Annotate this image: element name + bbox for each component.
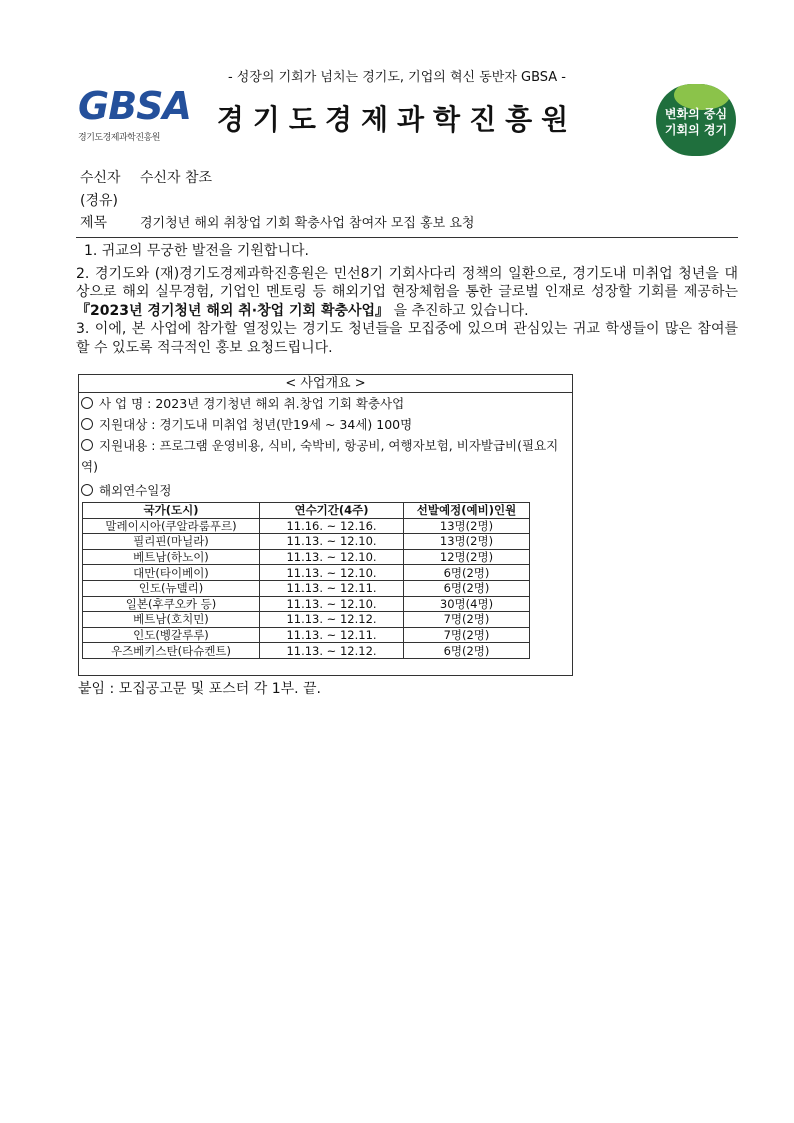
logo-right-line1: 변화의 중심 [664,107,728,121]
table-row [83,627,530,643]
overview-line-schedule: 해외연수일정 [79,480,572,501]
paragraph-2 [76,265,738,321]
period-cell: 11.13. ~ 12.12. [260,612,404,628]
country-cell: 말레이시아(쿠알라룸푸르) [83,518,260,534]
period-cell: 11.13. ~ 12.10. [260,534,404,550]
paragraph-2-program-name: 『2023년 경기청년 해외 취·창업 기회 확충사업』 [76,302,390,319]
table-row [83,534,530,550]
quota-cell: 6명(2명) [404,580,530,596]
letter-body [76,242,738,357]
quota-cell: 13명(2명) [404,534,530,550]
period-cell: 11.13. ~ 12.10. [260,596,404,612]
paragraph-3: 3. 이에, 본 사업에 참가할 열정있는 경기도 청년들을 모집중에 있으며 관심있는 귀교 학생들이 많은 참여를 할 수 있도록 적극적인 홍보 요청드립니다. [76,321,738,356]
table-header-row [83,503,530,519]
recipient-row [80,167,212,187]
period-cell: 11.13. ~ 12.11. [260,627,404,643]
subject-value: 경기청년 해외 취창업 기회 확충사업 참여자 모집 홍보 요청 [140,216,475,231]
via-row [80,190,118,210]
quota-cell: 6명(2명) [404,565,530,581]
table-row [83,612,530,628]
via-label: (경유) [80,193,118,209]
quota-cell: 12명(2명) [404,549,530,565]
country-cell: 인도(뉴델리) [83,580,260,596]
quota-cell: 7명(2명) [404,612,530,628]
table-row [83,518,530,534]
country-cell: 우즈베키스탄(타슈켄트) [83,643,260,659]
recipient-label: 수신자 [80,170,121,186]
quota-cell: 7명(2명) [404,627,530,643]
overview-line-target: 지원대상 : 경기도내 미취업 청년(만19세 ~ 34세) 100명 [79,414,572,435]
subject-row [80,212,474,232]
overview-title: < 사업개요 > [79,375,572,393]
period-cell: 11.16. ~ 12.16. [260,518,404,534]
period-cell: 11.13. ~ 12.12. [260,643,404,659]
overview-line-support: 지원내용 : 프로그램 운영비용, 식비, 숙박비, 항공비, 여행자보험, 비자발급비(필요지역) [81,438,559,474]
circle-bullet-icon [81,397,93,409]
header-divider [76,237,738,238]
subject-label: 제목 [80,215,108,231]
quota-cell: 13명(2명) [404,518,530,534]
gbsa-logo-text: GBSA [78,84,191,128]
logo-right-line2: 기회의 경기 [664,123,728,137]
col-period: 연수기간(4주) [260,503,404,519]
quota-cell: 30명(4명) [404,596,530,612]
table-row [83,565,530,581]
country-cell: 인도(벵갈루루) [83,627,260,643]
schedule-table [82,502,530,659]
country-cell: 대만(타이베이) [83,565,260,581]
period-cell: 11.13. ~ 12.10. [260,549,404,565]
attachment-note: 붙임 : 모집공고문 및 포스터 각 1부. 끝. [78,681,322,697]
org-title: 경기도경제과학진흥원 [216,103,578,136]
country-cell: 베트남(호치민) [83,612,260,628]
quota-cell: 6명(2명) [404,643,530,659]
paragraph-2-text-b: 을 추진하고 있습니다. [389,302,529,319]
paragraph-1: 1. 귀교의 무궁한 발전을 기원합니다. [84,243,309,259]
table-row [83,580,530,596]
recipient-value: 수신자 참조 [140,170,213,186]
table-row [83,549,530,565]
period-cell: 11.13. ~ 12.11. [260,580,404,596]
col-quota: 선발예정(예비)인원 [404,503,530,519]
slogan: - 성장의 기회가 넘치는 경기도, 기업의 혁신 동반자 GBSA - [227,70,566,85]
country-cell: 필리핀(마닐라) [83,534,260,550]
circle-bullet-icon [81,418,93,430]
overview-line-name: 사 업 명 : 2023년 경기청년 해외 취.창업 기회 확충사업 [79,393,572,414]
circle-bullet-icon [81,439,93,451]
country-cell: 일본(후쿠오카 등) [83,596,260,612]
overview-box [78,374,573,676]
circle-bullet-icon [81,484,93,496]
table-row [83,596,530,612]
paragraph-2-text-a: 2. 경기도와 (재)경기도경제과학진흥원은 민선8기 기회사다리 정책의 일환으로, 경기도내 미취업 청년을 대상으로 해외 실무경험, 기업인 멘토링 등 해외기업 현장체험을 통한 글로벌 인재로 성장할 기회를 제공하는 [76,265,738,300]
gbsa-logo-subtitle: 경기도경제과학진흥원 [78,133,160,143]
col-country: 국가(도시) [83,503,260,519]
country-cell: 베트남(하노이) [83,549,260,565]
table-row [83,643,530,659]
gyeonggi-slogan-logo [656,84,736,156]
period-cell: 11.13. ~ 12.10. [260,565,404,581]
